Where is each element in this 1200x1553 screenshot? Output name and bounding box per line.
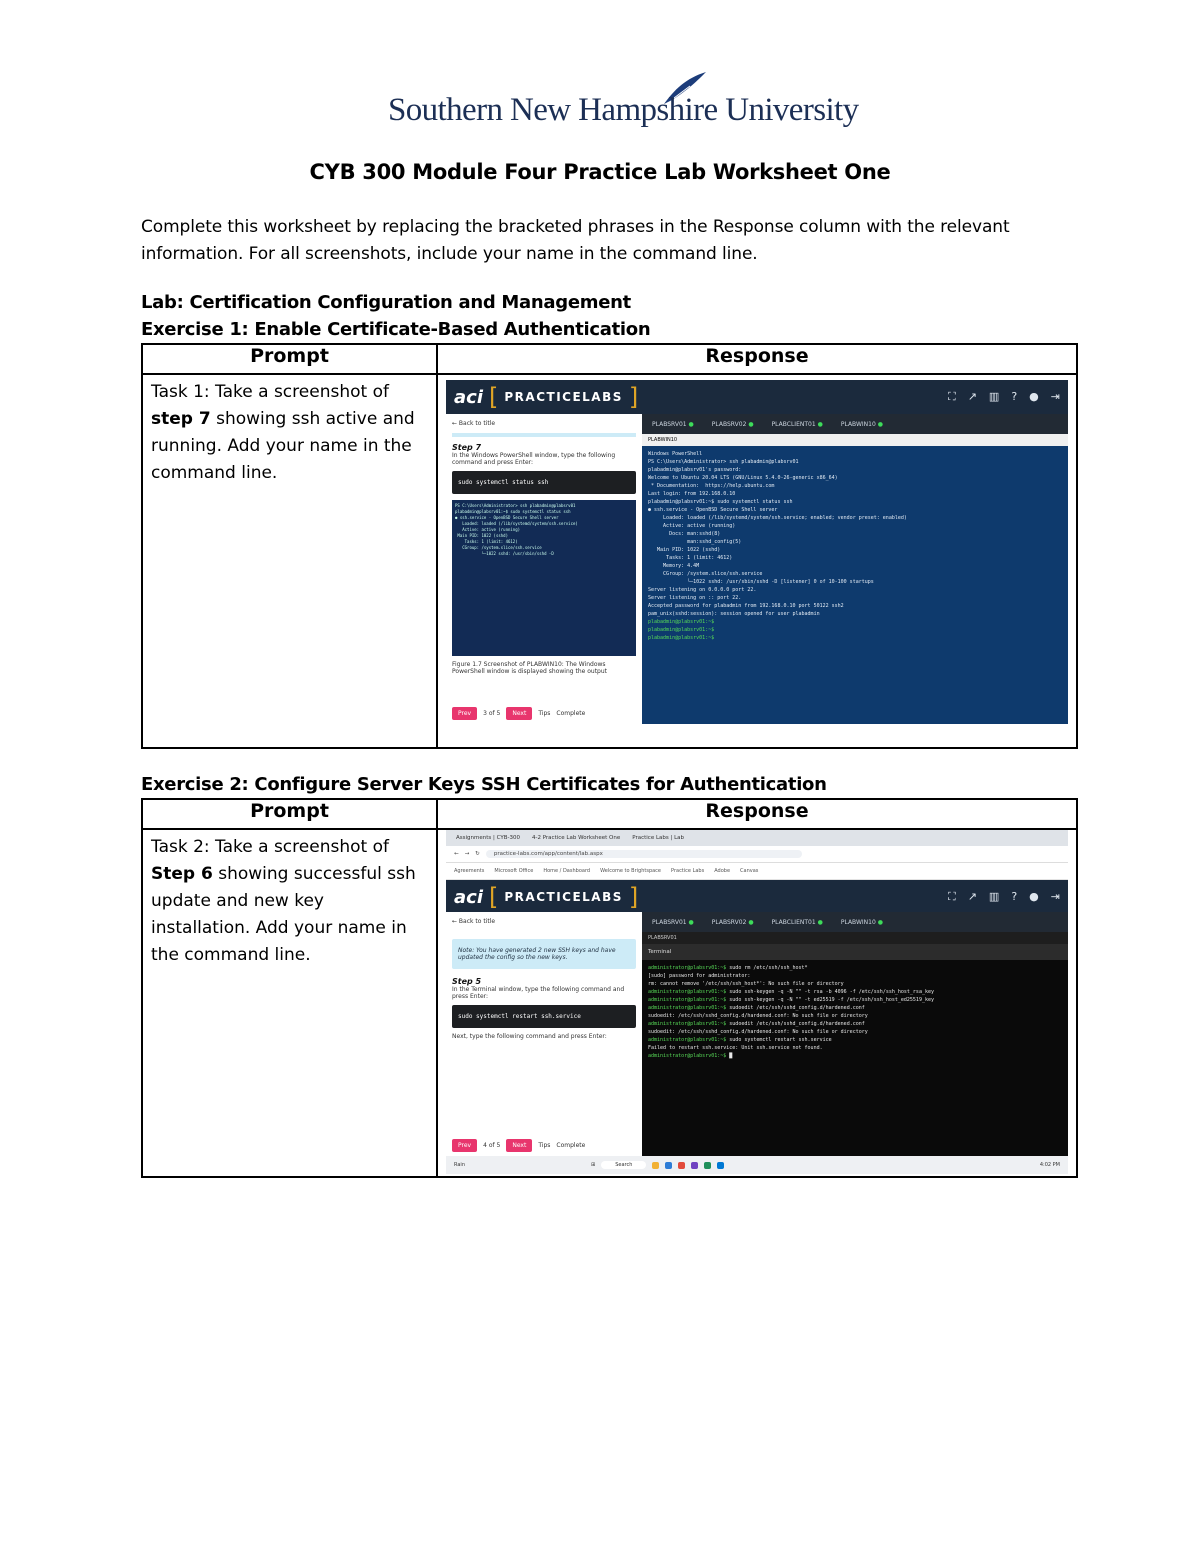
practicelabs-header: aci [ PRACTICELABS ] ⛶ ↗ ▥ ? ● ⇥: [446, 880, 1068, 914]
bookmark[interactable]: Microsoft Office: [494, 868, 534, 874]
bookmark[interactable]: Welcome to Brightspace: [600, 868, 662, 874]
logout-icon[interactable]: ⇥: [1050, 390, 1060, 403]
note-box: Note: You have generated 2 new SSH keys and have updated the config so the new keys.: [452, 939, 636, 969]
practicelabs-header: aci [ PRACTICELABS ] ⛶ ↗ ▥ ? ● ⇥: [446, 380, 1068, 414]
document-title: CYB 300 Module Four Practice Lab Worksheet One: [309, 160, 891, 184]
back-link[interactable]: ← Back to title: [452, 420, 496, 427]
page-indicator: 4 of 5: [483, 1142, 501, 1149]
command-box: sudo systemctl restart ssh.service: [452, 1005, 636, 1028]
tab-plabsrv02[interactable]: PLABSRV02 ●: [711, 918, 754, 926]
step-text: In the Windows PowerShell window, type the following command and press Enter:: [452, 452, 616, 466]
remote-desktop-panel: [642, 912, 1068, 1156]
back-link[interactable]: ← Back to title: [452, 918, 496, 925]
aci-logo: aci: [454, 886, 483, 908]
tips-button[interactable]: Tips: [538, 1142, 551, 1149]
mail-icon[interactable]: [717, 1162, 724, 1169]
tab-plabsrv02[interactable]: PLABSRV02 ●: [711, 420, 754, 428]
bookmark[interactable]: Practice Labs: [671, 868, 705, 874]
reload-icon[interactable]: ↻: [475, 851, 480, 857]
folder-icon[interactable]: [652, 1162, 659, 1169]
windows-taskbar: [446, 1156, 1068, 1174]
stats-icon[interactable]: ▥: [988, 890, 1000, 903]
lab-instructions-panel: [446, 912, 642, 1156]
brand-name: PRACTICELABS: [504, 390, 623, 404]
tab-plabsrv01[interactable]: PLABSRV01 ●: [652, 420, 694, 428]
lab-instructions-panel: [446, 414, 642, 724]
user-icon[interactable]: ●: [1029, 390, 1039, 403]
tips-button[interactable]: Tips: [538, 710, 551, 717]
step-text: In the Terminal window, type the following command and press Enter:: [452, 986, 625, 1000]
complete-button[interactable]: Complete: [556, 1142, 586, 1149]
url-field[interactable]: practice-labs.com/app/content/lab.aspx: [486, 850, 802, 858]
exercise-2-table: [141, 798, 1078, 1178]
tab-plabwin10[interactable]: PLABWIN10 ●: [840, 420, 883, 428]
bookmark[interactable]: Agreements: [454, 868, 485, 874]
device-tabs: [642, 414, 1068, 434]
app-icon[interactable]: [704, 1162, 711, 1169]
terminal-title: Terminal: [642, 944, 1068, 960]
device-tabs: [642, 912, 1068, 932]
back-icon[interactable]: ←: [454, 851, 459, 857]
step-title: Step 7: [452, 443, 482, 452]
browser-tab[interactable]: Assignments | CYB-300: [456, 835, 520, 841]
response-header: Response: [437, 344, 1077, 374]
fullscreen-icon[interactable]: ⛶: [948, 390, 956, 403]
complete-button[interactable]: Complete: [556, 710, 586, 717]
next-button[interactable]: Next: [506, 1139, 532, 1152]
exercise-1-heading: Exercise 1: Enable Certificate-Based Authentication: [141, 319, 651, 340]
share-icon[interactable]: ↗: [967, 890, 977, 903]
prompt-cell: [142, 374, 437, 748]
browser-tab-active[interactable]: Practice Labs | Lab: [632, 835, 685, 841]
command-box: sudo systemctl status ssh: [452, 471, 636, 494]
forward-icon[interactable]: →: [464, 851, 470, 857]
prev-button[interactable]: Prev: [452, 707, 477, 720]
university-logo: [388, 70, 859, 136]
intro-paragraph: Complete this worksheet by replacing the bracketed phrases in the Response column with the relevant information. For all screenshots, include your name in the command line.: [141, 217, 1010, 264]
next-button[interactable]: Next: [506, 707, 532, 720]
prompt-header: Prompt: [142, 799, 437, 829]
screenshot-practicelabs-1: [446, 380, 1068, 724]
exercise-1-table: [141, 343, 1078, 749]
powershell-terminal[interactable]: Windows PowerShell PS C:\Users\Administrator> ssh plabadmin@plabsrv01 plabadmin@plabsrv01's password: Welcome to Ubuntu 20.04 LTS (GNU/Linux 5.4.0-26-generic x86_64) * Documentation: https://help.ubuntu.com Last login: from 192.168.0.10 plabadmin@plabsrv01:~$ sudo systemctl status ssh ● ssh.service - OpenBSD Secure Shell server Loaded: loaded (/lib/systemd/system/ssh.service; enabled; vendor preset: enabled) Active: active (running) Docs: man:sshd(8) man:sshd_config(5) Main PID: 1022 (sshd) Tasks: 1 (limit: 4612) Memory: 4.4M CGroup: /system.slice/ssh.service └─1022 sshd: /usr/sbin/sshd -D [listener] 0 of 10-100 startups Server listening on 0.0.0.0 port 22. Server listening on :: port 22. Accepted password for plabadmin from 192.168.0.10 port 50122 ssh2 pam_unix(sshd:session): session opened for user plabadmin plabadmin@plabsrv01:~$ plabadmin@plabsrv01:~$ plabadmin@plabsrv01:~$: [642, 446, 1068, 724]
logo-wordmark: Southern New Hampshire University: [388, 92, 859, 128]
help-icon[interactable]: ?: [1011, 390, 1018, 403]
bookmark[interactable]: Canvas: [740, 868, 759, 874]
fullscreen-icon[interactable]: ⛶: [948, 890, 956, 903]
page-indicator: 3 of 5: [483, 710, 501, 717]
response-cell: [437, 374, 1077, 748]
clock: 4:02 PM: [1039, 1162, 1060, 1168]
task-2-text: Task 2: Take a screenshot of Step 6 showing successful ssh update and new key installation. Add your name in the command line.: [151, 837, 416, 965]
tab-plabsrv01[interactable]: PLABSRV01 ●: [652, 918, 694, 926]
address-bar: [446, 846, 1068, 863]
screenshot-practicelabs-2: [446, 830, 1068, 1174]
share-icon[interactable]: ↗: [967, 390, 977, 403]
bookmark[interactable]: Home / Dashboard: [543, 868, 591, 874]
ubuntu-terminal[interactable]: administrator@plabsrv01:~$ sudo rm /etc/ssh/ssh_host* [sudo] password for administrator: rm: cannot remove '/etc/ssh/ssh_host*': No such file or directory administrator@plabsrv01:~$ sudo ssh-keygen -q -N "" -t rsa -b 4096 -f /etc/ssh/ssh_host_rsa_key administrator@plabsrv01:~$ sudo ssh-keygen -q -N "" -t ed25519 -f /etc/ssh/ssh_host_ed25519_key administrator@plabsrv01:~$ sudoedit /etc/ssh/sshd_config.d/hardened.conf sudoedit: /etc/ssh/sshd_config.d/hardened.conf: No such file or directory administrator@plabsrv01:~$ sudoedit /etc/ssh/sshd_config.d/hardened.conf sudoedit: /etc/ssh/sshd_config.d/hardened.conf: No such file or directory administrator@plabsrv01:~$ sudo systemctl restart ssh.service Failed to restart ssh.service: Unit ssh.service not found. administrator@plabsrv01:~$ █: [642, 960, 1068, 1156]
logout-icon[interactable]: ⇥: [1050, 890, 1060, 903]
tab-plabclient01[interactable]: PLABCLIENT01 ●: [771, 918, 823, 926]
aci-logo: aci: [454, 386, 483, 408]
start-icon[interactable]: ⊞: [591, 1162, 596, 1168]
browser-tab[interactable]: 4-2 Practice Lab Worksheet One: [531, 835, 621, 841]
lab-heading: Lab: Certification Configuration and Management: [141, 292, 631, 313]
chrome-icon[interactable]: [678, 1162, 685, 1169]
tab-plabclient01[interactable]: PLABCLIENT01 ●: [771, 420, 823, 428]
prev-button[interactable]: Prev: [452, 1139, 477, 1152]
help-icon[interactable]: ?: [1011, 890, 1018, 903]
bookmarks-bar: [446, 863, 1068, 880]
user-icon[interactable]: ●: [1029, 890, 1039, 903]
window-label: PLABWIN10: [642, 434, 1068, 446]
prompt-header: Prompt: [142, 344, 437, 374]
browser-tabs: [446, 830, 1068, 846]
figure-thumbnail: PS C:\Users\Administrator> ssh plabadmin@plabsrv01 plabadmin@plabsrv01:~$ sudo systemctl status ssh ● ssh.service - OpenBSD Secure Shell server Loaded: loaded (/lib/systemd/system/ssh.service) Active: active (running) Main PID: 1022 (sshd) Tasks: 1 (limit: 4612) CGroup: /system.slice/ssh.service └─1022 sshd: /usr/sbin/sshd -D: [452, 500, 636, 656]
response-header: Response: [437, 799, 1077, 829]
figure-caption: Figure 1.7 Screenshot of PLABWIN10: The Windows PowerShell window is displayed showing the output: [452, 661, 608, 675]
taskbar-search[interactable]: Search: [601, 1161, 646, 1169]
prompt-cell: [142, 829, 437, 1177]
window-label: PLABSRV01: [642, 932, 1068, 944]
task-1-text: Task 1: Take a screenshot of step 7 showing ssh active and running. Add your name in the command line.: [151, 382, 415, 483]
next-instruction: Next, type the following command and press Enter:: [452, 1033, 607, 1040]
bookmark[interactable]: Adobe: [714, 868, 731, 874]
teams-icon[interactable]: [691, 1162, 698, 1169]
edge-icon[interactable]: [665, 1162, 672, 1169]
weather-widget[interactable]: Rain: [454, 1162, 465, 1168]
tab-plabwin10[interactable]: PLABWIN10 ●: [840, 918, 883, 926]
brand-name: PRACTICELABS: [504, 890, 623, 904]
stats-icon[interactable]: ▥: [988, 390, 1000, 403]
step-title: Step 5: [452, 977, 482, 986]
response-cell: [437, 829, 1077, 1177]
exercise-2-heading: Exercise 2: Configure Server Keys SSH Certificates for Authentication: [141, 774, 827, 795]
remote-desktop-panel: [642, 414, 1068, 724]
